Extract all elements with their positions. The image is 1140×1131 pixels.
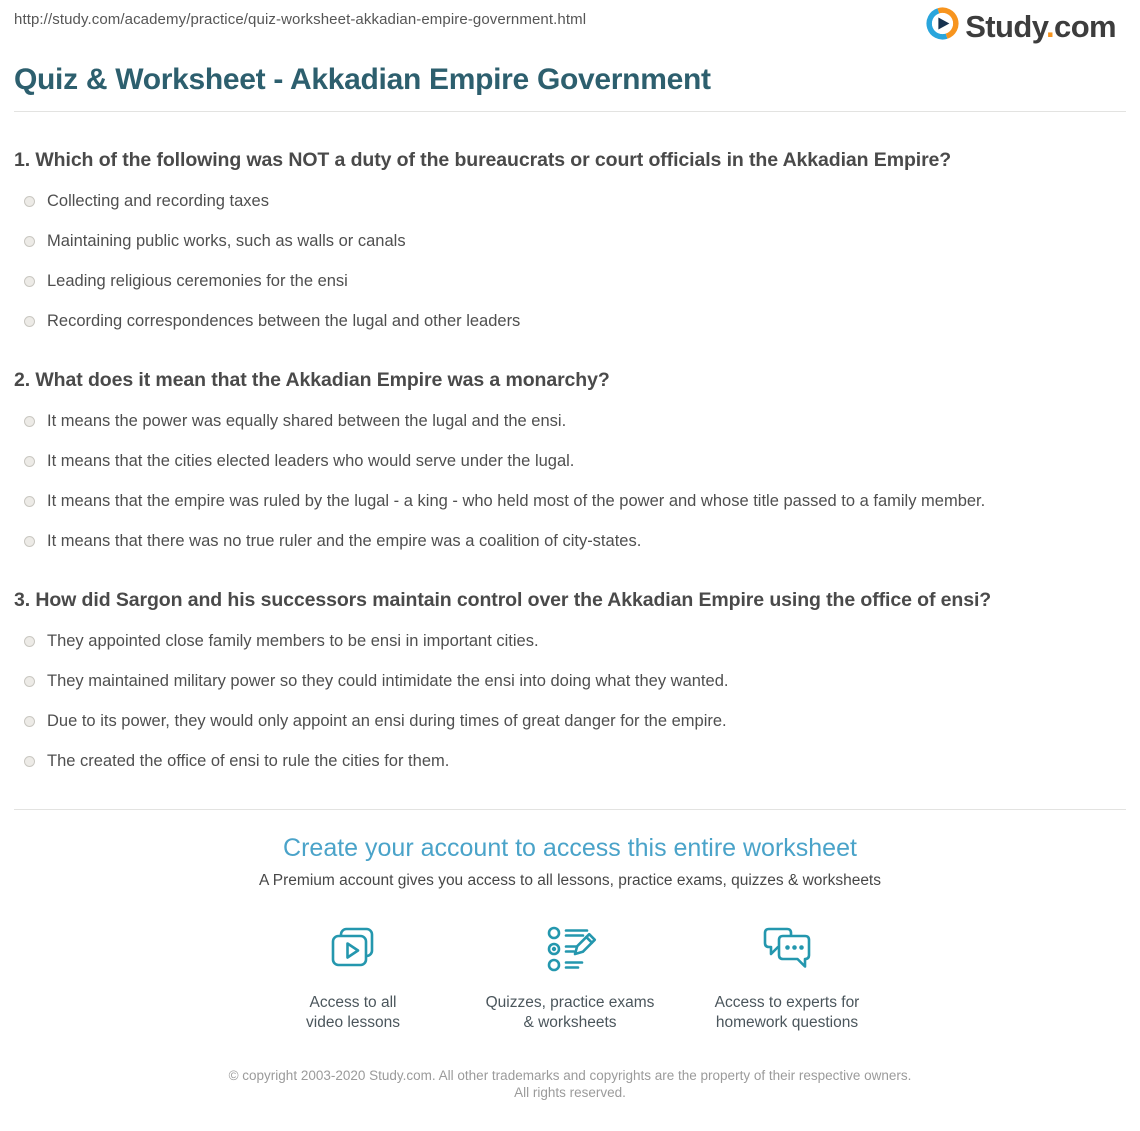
video-lessons-icon: [245, 923, 462, 981]
answer-option[interactable]: [14, 750, 1126, 772]
studycom-logo[interactable]: [926, 7, 1116, 45]
answer-option-label: They appointed close family members to be ensi in important cities.: [47, 632, 539, 650]
question-prompt: 2. What does it mean that the Akkadian Empire was a monarchy?: [14, 369, 610, 391]
copyright-notice: © copyright 2003-2020 Study.com. All other trademarks and copyrights are the property of their respective owners. All rights reserved.: [228, 1068, 912, 1100]
studycom-wordmark: Study.com: [965, 8, 1116, 44]
quizzes-worksheets-icon: [462, 923, 679, 981]
title-divider: [14, 111, 1126, 112]
question-1: [14, 148, 1126, 332]
question-prompt: 1. Which of the following was NOT a duty of the bureaucrats or court officials in the Akkadian Empire?: [14, 149, 952, 171]
studycom-play-icon: [926, 7, 959, 45]
radio-button-icon[interactable]: [24, 496, 35, 507]
radio-button-icon[interactable]: [24, 236, 35, 247]
feature-quizzes-worksheets: [462, 923, 679, 1033]
answer-option-label: They maintained military power so they could intimidate the ensi into doing what they wanted.: [47, 672, 729, 690]
answer-option[interactable]: [14, 630, 1126, 652]
answer-option[interactable]: [14, 310, 1126, 332]
feature-label: Quizzes, practice exams & worksheets: [485, 994, 655, 1031]
radio-button-icon[interactable]: [24, 276, 35, 287]
create-account-link[interactable]: Create your account to access this entire worksheet: [283, 834, 857, 862]
answer-option[interactable]: [14, 490, 1126, 512]
signup-divider: [14, 809, 1126, 810]
experts-chat-icon: [679, 923, 896, 981]
answer-option[interactable]: [14, 530, 1126, 552]
answer-option-label: Due to its power, they would only appoint an ensi during times of great danger for the empire.: [47, 712, 727, 730]
answer-option[interactable]: [14, 230, 1126, 252]
radio-button-icon[interactable]: [24, 756, 35, 767]
radio-button-icon[interactable]: [24, 676, 35, 687]
feature-list: [14, 923, 1126, 1033]
answer-option[interactable]: [14, 450, 1126, 472]
answer-option[interactable]: [14, 670, 1126, 692]
page-title: Quiz & Worksheet - Akkadian Empire Government: [14, 63, 711, 96]
answer-option-label: It means that there was no true ruler and the empire was a coalition of city-states.: [47, 532, 642, 550]
radio-button-icon[interactable]: [24, 196, 35, 207]
radio-button-icon[interactable]: [24, 416, 35, 427]
answer-option-label: Collecting and recording taxes: [47, 192, 269, 210]
answer-option-label: The created the office of ensi to rule the cities for them.: [47, 752, 450, 770]
radio-button-icon[interactable]: [24, 636, 35, 647]
feature-label: Access to all video lessons: [306, 994, 400, 1031]
answer-option[interactable]: [14, 410, 1126, 432]
answer-option[interactable]: [14, 710, 1126, 732]
page-url: http://study.com/academy/practice/quiz-worksheet-akkadian-empire-government.html: [14, 11, 587, 28]
feature-video-lessons: [245, 923, 462, 1033]
answer-option-label: Maintaining public works, such as walls or canals: [47, 232, 406, 250]
radio-button-icon[interactable]: [24, 716, 35, 727]
radio-button-icon[interactable]: [24, 316, 35, 327]
answer-option[interactable]: [14, 270, 1126, 292]
answer-option-label: It means that the empire was ruled by the lugal - a king - who held most of the power and whose title passed to a family member.: [47, 492, 986, 510]
answer-option-label: Recording correspondences between the lugal and other leaders: [47, 312, 521, 330]
answer-option[interactable]: [14, 190, 1126, 212]
radio-button-icon[interactable]: [24, 456, 35, 467]
question-2: [14, 368, 1126, 552]
answer-option-label: It means the power was equally shared between the lugal and the ensi.: [47, 412, 567, 430]
question-3: [14, 588, 1126, 772]
radio-button-icon[interactable]: [24, 536, 35, 547]
premium-subheading: A Premium account gives you access to all lessons, practice exams, quizzes & worksheets: [259, 872, 881, 889]
signup-band: [14, 833, 1126, 1101]
question-prompt: 3. How did Sargon and his successors maintain control over the Akkadian Empire using the office of ensi?: [14, 589, 992, 611]
answer-option-label: Leading religious ceremonies for the ensi: [47, 272, 348, 290]
feature-expert-help: [679, 923, 896, 1033]
answer-option-label: It means that the cities elected leaders who would serve under the lugal.: [47, 452, 575, 470]
feature-label: Access to experts for homework questions: [714, 994, 860, 1031]
